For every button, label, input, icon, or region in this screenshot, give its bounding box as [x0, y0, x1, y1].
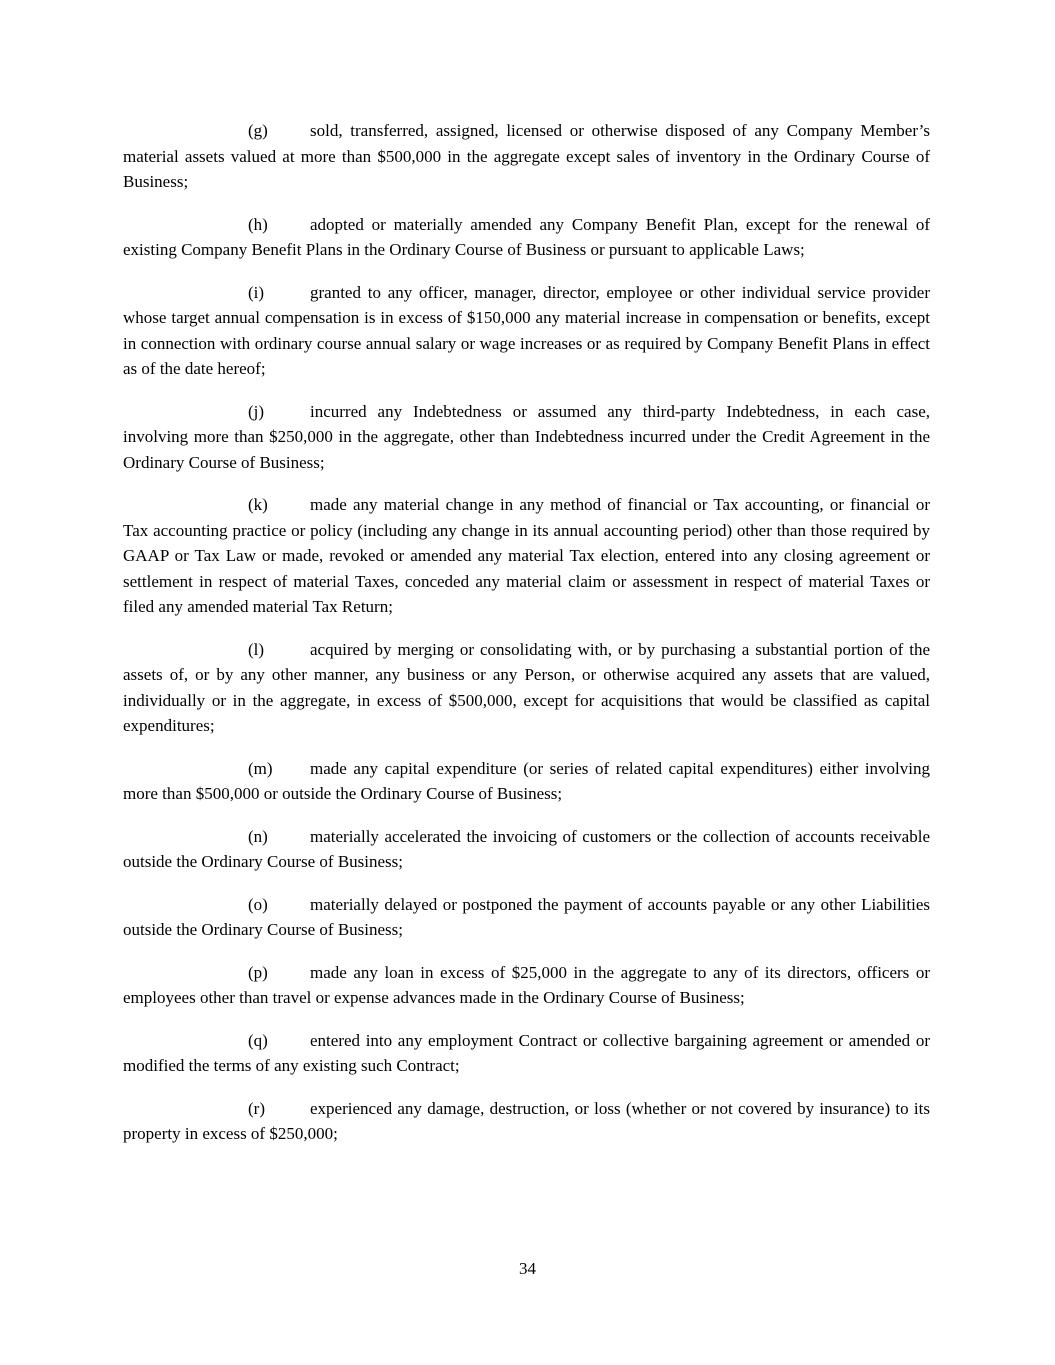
clause-text: entered into any employment Contract or collective bargaining agreement or amended or modified the terms of any existing such Contract; — [123, 1030, 930, 1075]
clause-l — [123, 637, 930, 739]
document-body — [123, 118, 930, 1147]
clause-i — [123, 280, 930, 382]
clause-q — [123, 1028, 930, 1079]
clause-letter: (q) — [248, 1030, 268, 1050]
clause-text: incurred any Indebtedness or assumed any third-party Indebtedness, in each case, involving more than $250,000 in the aggregate, other than Indebtedness incurred under the Credit Agreement in the Ordinary Course of Business; — [123, 401, 930, 472]
clause-o — [123, 892, 930, 943]
clause-text: granted to any officer, manager, director, employee or other individual service provider whose target annual compensation is in excess of $150,000 any material increase in compensation or benefits, except in connection with ordinary course annual salary or wage increases or as required by Company Benefit Plans in effect as of the date hereof; — [123, 282, 930, 378]
clause-text: adopted or materially amended any Company Benefit Plan, except for the renewal of existing Company Benefit Plans in the Ordinary Course of Business or pursuant to applicable Laws; — [123, 214, 930, 259]
clause-letter: (h) — [248, 214, 268, 234]
clause-text: made any material change in any method of financial or Tax accounting, or financial or Tax accounting practice or policy (including any change in its annual accounting period) other than those required by GAAP or Tax Law or made, revoked or amended any material Tax election, entered into any closing agreement or settlement in respect of material Taxes, conceded any material claim or assessment in respect of material Taxes or filed any amended material Tax Return; — [123, 495, 930, 616]
clause-text: materially accelerated the invoicing of customers or the collection of accounts receivable outside the Ordinary Course of Business; — [123, 826, 930, 871]
clause-text: materially delayed or postponed the payment of accounts payable or any other Liabilities outside the Ordinary Course of Business; — [123, 894, 930, 939]
clause-m — [123, 756, 930, 807]
clause-letter: (j) — [248, 401, 265, 421]
clause-k — [123, 492, 930, 620]
clause-text: made any loan in excess of $25,000 in the aggregate to any of its directors, officers or employees other than travel or expense advances made in the Ordinary Course of Business; — [123, 962, 930, 1007]
clause-letter: (l) — [248, 639, 265, 659]
clause-p — [123, 960, 930, 1011]
clause-text: acquired by merging or consolidating with, or by purchasing a substantial portion of the assets of, or by any other manner, any business or any Person, or otherwise acquired any assets that are valued, individually or in the aggregate, in excess of $500,000, except for acquisitions that would be classified as capital expenditures; — [123, 639, 930, 735]
clause-letter: (k) — [248, 495, 268, 514]
clause-text: made any capital expenditure (or series of related capital expenditures) either involving more than $500,000 or outside the Ordinary Course of Business; — [123, 758, 930, 803]
clause-h — [123, 212, 930, 263]
clause-j — [123, 399, 930, 476]
page-number: 34 — [519, 1259, 536, 1278]
clause-letter: (g) — [248, 121, 268, 140]
clause-text: experienced any damage, destruction, or loss (whether or not covered by insurance) to its property in excess of $250,000; — [123, 1098, 930, 1143]
clause-letter: (n) — [248, 826, 268, 846]
clause-letter: (r) — [248, 1098, 265, 1118]
clause-text: sold, transferred, assigned, licensed or otherwise disposed of any Company Member’s material assets valued at more than $500,000 in the aggregate except sales of inventory in the Ordinary Course of Business; — [123, 121, 930, 191]
clause-g — [123, 118, 930, 195]
clause-letter: (m) — [248, 758, 273, 778]
clause-r — [123, 1096, 930, 1147]
clause-n — [123, 824, 930, 875]
clause-letter: (p) — [248, 962, 268, 982]
clause-letter: (o) — [248, 894, 268, 914]
clause-letter: (i) — [248, 282, 265, 302]
